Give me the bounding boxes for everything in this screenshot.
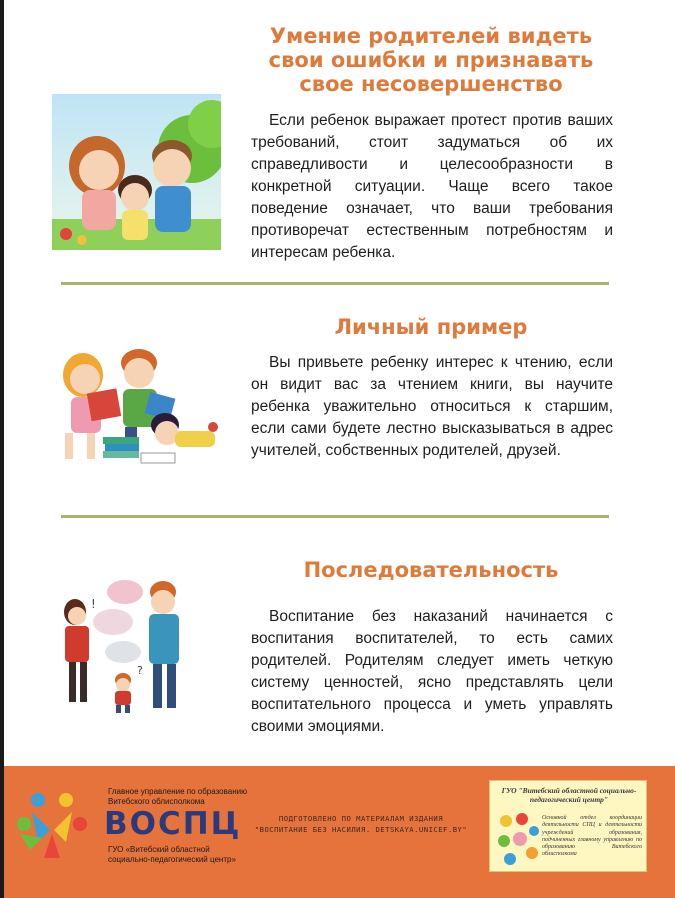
vospc-logo-icon (16, 790, 90, 860)
org-top-line: Витебского облисполкома (108, 797, 205, 806)
page-edge (0, 0, 4, 898)
section-heading (236, 24, 626, 96)
section-text: Вы привьете ребенку интерес к чтению, если он видит вас за чтением книги, вы научите ребенка уважительно относиться к старшим, если сами будете лестно высказываться в адрес учителей, собственных родителей, друзей. (251, 354, 613, 459)
svg-text:!: ! (91, 597, 96, 611)
thumbnail-children-icon (496, 811, 540, 867)
org-top-text (108, 787, 278, 807)
family-icon (52, 94, 221, 250)
section-text: Воспитание без наказаний начинается с воспитания воспитателей, то есть самих родителей. Родителям следует иметь четкую систему ценностей, ясно представлять цели воспитательного процесса и уметь управлять своими эмоциями. (251, 608, 613, 735)
children-reading-icon (53, 345, 225, 475)
divider (61, 282, 609, 285)
org-bottom-text (108, 845, 278, 865)
org-abbreviation: ВОСПЦ (104, 806, 242, 842)
source-credit (248, 813, 474, 835)
heading-line: Умение родителей видеть (269, 24, 593, 48)
section-heading: Последовательность (303, 558, 559, 582)
svg-text:?: ? (137, 664, 143, 677)
divider (61, 515, 609, 518)
section-text: Если ребенок выражает протест против ваших требований, стоит задуматься об их справедливости и целесообразности в конкретной ситуации. Чаще всего такое поведение означает, что ваши требования противоречат естественным потребностям и интересам ребенка. (251, 112, 613, 261)
arguing-parents-icon (53, 578, 203, 714)
heading-line: свои ошибки и признавать (268, 48, 594, 72)
org-top-line: Главное управление по образованию (108, 787, 248, 796)
section-heading: Личный пример (334, 315, 528, 339)
thumbnail-title: ГУО "Витебский областной социально-педагогический центр" (501, 786, 637, 804)
heading-line: свое несовершенство (299, 72, 563, 96)
credit-line: ПОДГОТОВЛЕНО ПО МАТЕРИАЛАМ ИЗДАНИЯ (278, 814, 444, 823)
brochure-thumbnail (489, 780, 647, 872)
org-bottom-line: ГУО «Витебский областной (108, 845, 210, 854)
credit-line: "ВОСПИТАНИЕ БЕЗ НАСИЛИЯ. DETSKAYA.UNICEF.BY" (254, 825, 468, 834)
org-bottom-line: социально-педагогический центр» (108, 855, 236, 864)
thumbnail-text: Основной отдел координации деятельности СПЦ и деятельности учреждений образования, подчиненных главному управлению по образованию Витебского облисполкома (542, 815, 642, 858)
